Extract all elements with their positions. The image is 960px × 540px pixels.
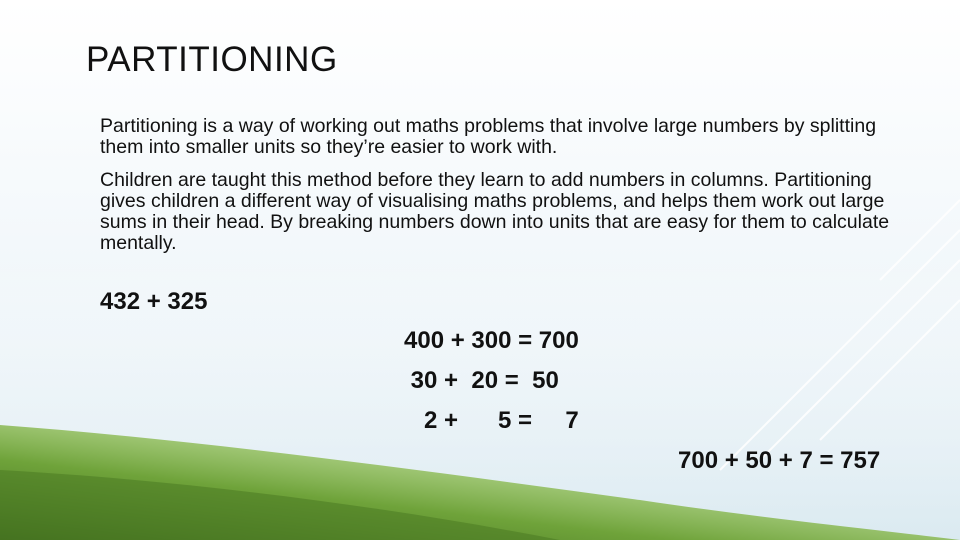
intro-paragraph: Partitioning is a way of working out maths problems that involve large numbers by splitting them into smaller units so they’re easier to work with. [100,115,877,158]
partition-step-hundreds: 400 + 300 = 700 [404,327,579,354]
method-paragraph: Children are taught this method before they learn to add numbers in columns. Partitioning gives children a different way of visualising maths problems, and helps them work out large sums in their head. By breaking numbers down into units that are easy for them to calculate mentally. [100,169,890,254]
partition-step-tens: 30 + 20 = 50 [404,367,559,394]
partition-step-ones: 2 + 5 = 7 [404,407,579,434]
example-problem: 432 + 325 [100,288,208,315]
slide-title: PARTITIONING [86,40,338,79]
example-result: 700 + 50 + 7 = 757 [678,447,881,474]
